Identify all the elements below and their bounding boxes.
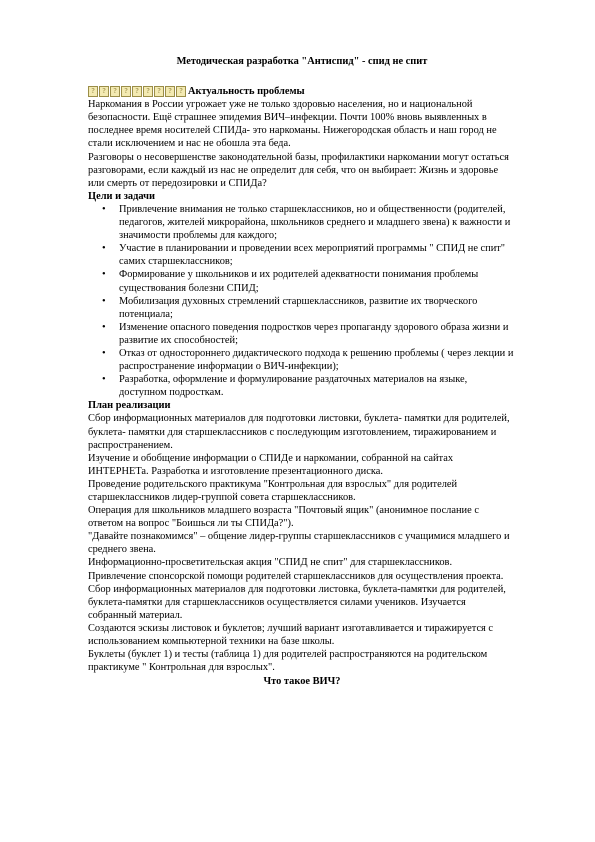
section-heading-row <box>88 85 516 98</box>
missing-glyph-icon: ? <box>88 86 98 97</box>
section-heading-plan: План реализации <box>88 400 171 412</box>
plan-paragraph: Проведение родительского практикума "Контрольная для взрослых" для родителей старшеклассников лидер-группой совета старшеклассников. <box>88 478 458 503</box>
goals-list <box>88 203 516 399</box>
plan-paragraph: "Давайте познакомимся" – общение лидер-группы старшеклассников с учащимися младшего и среднего звена. <box>88 531 510 556</box>
intro-paragraph: Разговоры о несовершенстве законодательной базы, профилактики наркомании могут остаться разговорами, если каждый из нас не определит для себя, что он выбирает: Жизнь и здоровье или смерть от передозировки и СПИДа? <box>88 151 509 189</box>
document-title: Методическая разработка "Антиспид" - спид не спит <box>176 56 428 67</box>
plan-paragraph: Привлечение спонсорской помощи родителей старшеклассников для осуществления проекта. <box>88 570 504 582</box>
list-item: • Формирование у школьников и их родителей адекватности понимания проблемы существования болезни СПИД; <box>88 268 516 294</box>
missing-glyph-icon: ? <box>132 86 142 97</box>
missing-glyph-icon: ? <box>121 86 131 97</box>
missing-glyph-icon: ? <box>165 86 175 97</box>
missing-glyph-icon: ? <box>99 86 109 97</box>
list-item: • Отказ от одностороннего дидактического подхода к решению проблемы ( через лекции и распространение информации о ВИЧ-инфекции); <box>88 347 516 373</box>
list-item: • Привлечение внимания не только старшеклассников, но и общественности (родителей, педагогов, жителей микрорайона, школьников среднего и младшего звена) к важности и значимости проблемы для каждого; <box>88 203 516 242</box>
missing-glyph-icon: ? <box>143 86 153 97</box>
missing-glyph-icon: ? <box>110 86 120 97</box>
list-item: • Изменение опасного поведения подростков через пропаганду здорового образа жизни и развитие их способностей; <box>88 321 516 347</box>
section-heading-goals: Цели и задачи <box>88 190 155 202</box>
list-item: • Мобилизация духовных стремлений старшеклассников, развитие их творческого потенциала; <box>88 295 516 321</box>
plan-paragraph: Сбор информационных материалов для подготовки листовка, буклета-памятки для родителей, буклета-памятки для старшеклассников осуществляется силами учеников. Изучается собранный материал. <box>88 583 506 621</box>
list-item: • Разработка, оформление и формулирование раздаточных материалов на языке, доступном подросткам. <box>88 373 516 399</box>
intro-paragraph: Наркомания в России угрожает уже не только здоровью населения, но и национальной безопасности. Ещё страшнее эпидемия ВИЧ–инфекции. Почти 100% вновь выявленных в последнее время носителей СПИДа- это наркоманы. Нижегородская область и наш город не стали исключением и нас не обошла эта беда. <box>88 99 497 150</box>
section-heading-what-is-hiv: Что такое ВИЧ? <box>263 676 341 688</box>
plan-paragraph: Изучение и обобщение информации о СПИДе и наркомании, собранной на сайтах ИНТЕРНЕТа. Разработка и изготовление презентационного диска. <box>88 452 454 477</box>
placeholder-glyphs <box>88 86 187 97</box>
section-heading-relevance: Актуальность проблемы <box>188 86 305 98</box>
missing-glyph-icon: ? <box>154 86 164 97</box>
missing-glyph-icon: ? <box>176 86 186 97</box>
document-page <box>88 55 516 688</box>
list-item: • Участие в планировании и проведении всех мероприятий программы " СПИД не спит" самих старшеклассников; <box>88 242 516 268</box>
plan-paragraph: Сбор информационных материалов для подготовки листовки, буклета- памятки для родителей, буклета- памятки для старшеклассников с последующим изготовлением, тиражированием и распространением. <box>88 413 510 451</box>
plan-paragraph: Буклеты (буклет 1) и тесты (таблица 1) для родителей распространяются на родительском практикуме " Контрольная для взрослых". <box>88 649 488 674</box>
plan-paragraph: Информационно-просветительская акция "СПИД не спит" для старшеклассников. <box>88 557 453 569</box>
plan-paragraph: Создаются эскизы листовок и буклетов; лучший вариант изготавливается и тиражируется с использованием компьютерной техники на базе школы. <box>88 622 494 648</box>
plan-paragraph: Операция для школьников младшего возраста "Почтовый ящик" (анонимное послание с ответом на вопрос "Боишься ли ты СПИДа?"). <box>88 505 479 530</box>
